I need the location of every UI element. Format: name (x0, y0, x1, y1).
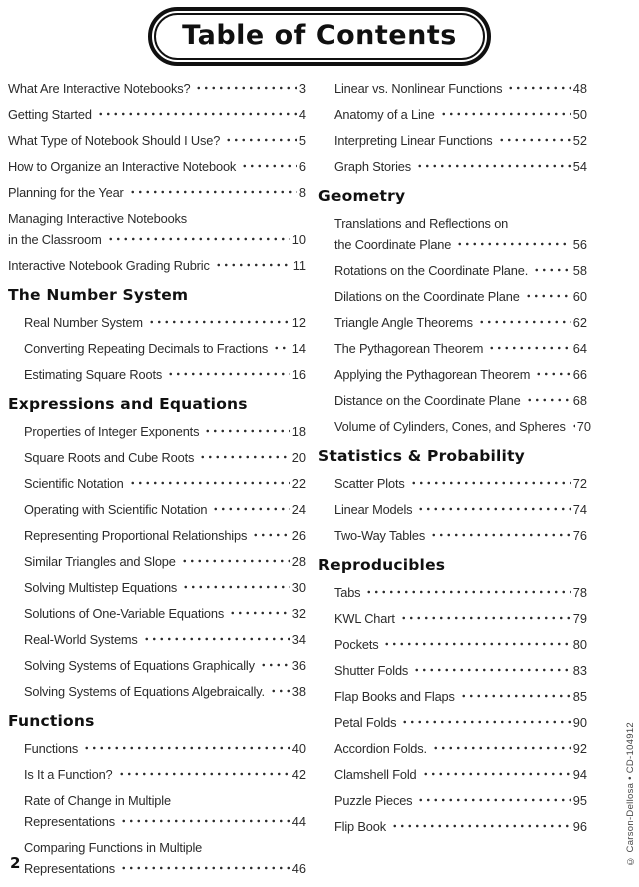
toc-entry (8, 159, 306, 174)
toc-entry-label: Accordion Folds. (334, 741, 427, 756)
toc-entry (24, 367, 306, 382)
toc-entry-page: 34 (291, 632, 306, 647)
toc-entry (334, 393, 587, 408)
toc-entry-row (334, 637, 587, 652)
toc-entry (334, 367, 587, 382)
toc-entry-page: 42 (291, 767, 306, 782)
toc-entry-row (334, 289, 587, 304)
toc-entry-label: Functions (24, 741, 79, 756)
toc-entry-page: 64 (572, 341, 587, 356)
dot-leader (535, 371, 570, 379)
toc-entry (334, 502, 587, 517)
toc-entry-row (24, 528, 306, 543)
toc-entry-row (334, 611, 587, 626)
dot-leader (241, 163, 297, 171)
toc-entry-label: Solving Systems of Equations Algebraically. (24, 684, 265, 699)
toc-entry-row (334, 663, 587, 678)
toc-entry (24, 502, 306, 517)
toc-entry-label: Rotations on the Coordinate Plane. (334, 263, 529, 278)
toc-entry (24, 793, 306, 829)
toc-entry-label: the Coordinate Plane (334, 237, 452, 252)
toc-entry-row (334, 689, 587, 704)
dot-leader (413, 667, 571, 675)
toc-entry (334, 793, 587, 808)
toc-entry (24, 840, 306, 876)
toc-entry-label: Converting Repeating Decimals to Fractions (24, 341, 269, 356)
toc-entry (334, 715, 587, 730)
dot-leader (97, 111, 297, 119)
toc-entry-row (24, 502, 306, 517)
toc-entry-page: 80 (572, 637, 587, 652)
toc-entry-row (8, 185, 306, 200)
toc-entry-label: Planning for the Year (8, 185, 124, 200)
toc-entry-label: Interactive Notebook Grading Rubric (8, 258, 210, 273)
toc-entry (24, 632, 306, 647)
toc-entry (8, 211, 306, 247)
toc-entry-row (24, 341, 306, 356)
dot-leader (525, 293, 571, 301)
toc-left-column (8, 81, 306, 887)
toc-entry-page: 32 (291, 606, 306, 621)
dot-leader (129, 189, 297, 197)
toc-entry-page: 10 (291, 232, 306, 247)
toc-entry-page: 14 (291, 341, 306, 356)
toc-entry-label: Solving Systems of Equations Graphically (24, 658, 255, 673)
title-outer-border (148, 7, 491, 66)
toc-entry-label: Tabs (334, 585, 361, 600)
toc-section-heading: Expressions and Equations (8, 395, 248, 413)
toc-entry-row (334, 237, 587, 252)
toc-entry-label: Volume of Cylinders, Cones, and Spheres (334, 419, 566, 434)
toc-entry-page: 83 (572, 663, 587, 678)
toc-entry-row (334, 133, 587, 148)
toc-entry-page: 12 (291, 315, 306, 330)
toc-entry-page: 36 (291, 658, 306, 673)
toc-entry-label: in the Classroom (8, 232, 102, 247)
toc-entry (8, 133, 306, 148)
toc-entry-row (24, 814, 306, 829)
toc-entry (334, 611, 587, 626)
toc-entry-first-line: Rate of Change in Multiple (24, 793, 171, 808)
toc-entry (24, 341, 306, 356)
toc-entry-row (8, 159, 306, 174)
toc-entry-page: 8 (298, 185, 306, 200)
toc-entry-row (334, 476, 587, 491)
toc-entry-label: Solving Multistep Equations (24, 580, 178, 595)
toc-entry-page: 72 (572, 476, 587, 491)
toc-entry (334, 341, 587, 356)
toc-entry-page: 50 (572, 107, 587, 122)
toc-entry (24, 684, 306, 699)
toc-entry (334, 741, 587, 756)
toc-entry (334, 81, 587, 96)
toc-section-heading: Reproducibles (318, 556, 446, 574)
toc-entry-row (334, 419, 591, 434)
dot-leader (571, 423, 575, 431)
dot-leader (507, 85, 570, 93)
toc-entry-row (24, 367, 306, 382)
dot-leader (430, 532, 571, 540)
toc-entry-label: How to Organize an Interactive Notebook (8, 159, 237, 174)
toc-entry (334, 767, 587, 782)
toc-entry-row (334, 81, 587, 96)
dot-leader (270, 688, 290, 696)
dot-leader (199, 454, 290, 462)
toc-entry-label: Is It a Function? (24, 767, 113, 782)
toc-entry-label: Graph Stories (334, 159, 411, 174)
toc-entry (334, 476, 587, 491)
toc-entry-page: 24 (291, 502, 306, 517)
toc-entry-page: 52 (572, 133, 587, 148)
toc-entry-row (334, 502, 587, 517)
toc-entry-page: 4 (298, 107, 306, 122)
toc-entry-page: 79 (572, 611, 587, 626)
toc-entry-page: 26 (291, 528, 306, 543)
toc-entry-row (8, 133, 306, 148)
toc-entry-row (334, 741, 587, 756)
toc-entry-page: 46 (291, 861, 306, 876)
toc-entry-row (24, 450, 306, 465)
toc-entry-page: 76 (572, 528, 587, 543)
toc-entry-page: 92 (572, 741, 587, 756)
toc-entry-page: 20 (291, 450, 306, 465)
dot-leader (401, 719, 570, 727)
dot-leader (215, 262, 291, 270)
toc-entry-row (24, 580, 306, 595)
toc-entry (24, 741, 306, 756)
dot-leader (181, 558, 290, 566)
toc-entry-label: What Are Interactive Notebooks? (8, 81, 191, 96)
toc-entry-row (24, 658, 306, 673)
toc-entry-label: Real-World Systems (24, 632, 138, 647)
dot-leader (533, 267, 571, 275)
toc-entry-row (24, 741, 306, 756)
toc-entry-label: Distance on the Coordinate Plane (334, 393, 521, 408)
toc-entry-page: 28 (291, 554, 306, 569)
toc-entry-label: Clamshell Fold (334, 767, 417, 782)
toc-entry-page: 62 (572, 315, 587, 330)
toc-entry-label: Petal Folds (334, 715, 397, 730)
dot-leader (417, 506, 570, 514)
toc-entry (334, 289, 587, 304)
toc-entry-page: 66 (572, 367, 587, 382)
toc-entry-row (334, 263, 587, 278)
toc-entry-page: 38 (291, 684, 306, 699)
toc-entry-label: What Type of Notebook Should I Use? (8, 133, 221, 148)
toc-entry-label: Dilations on the Coordinate Plane (334, 289, 520, 304)
toc-entry-label: Getting Started (8, 107, 92, 122)
dot-leader (478, 319, 571, 327)
toc-entry-label: Triangle Angle Theorems (334, 315, 473, 330)
dot-leader (167, 371, 290, 379)
toc-entry-row (334, 793, 587, 808)
toc-entry-row (24, 861, 306, 876)
dot-leader (422, 771, 571, 779)
toc-entry-label: Representations (24, 814, 115, 829)
dot-leader (120, 865, 290, 873)
dot-leader (83, 745, 290, 753)
toc-entry-page: 48 (572, 81, 587, 96)
dot-leader (120, 818, 290, 826)
toc-entry (24, 424, 306, 439)
toc-entry-row (24, 424, 306, 439)
toc-entry (24, 476, 306, 491)
toc-entry-row (8, 232, 306, 247)
toc-entry-page: 6 (298, 159, 306, 174)
toc-entry-page: 68 (572, 393, 587, 408)
toc-entry-first-line: Translations and Reflections on (334, 216, 509, 231)
toc-entry-page: 16 (291, 367, 306, 382)
toc-entry (24, 606, 306, 621)
dot-leader (498, 137, 571, 145)
title-inner-border (154, 13, 485, 60)
dot-leader (229, 610, 290, 618)
toc-entry (24, 554, 306, 569)
toc-entry-page: 40 (291, 741, 306, 756)
copyright-vertical-text: © Carson-Dellosa • CD-104912 (625, 722, 636, 867)
toc-entry-label: Solutions of One-Variable Equations (24, 606, 225, 621)
toc-entry (334, 585, 587, 600)
toc-entry-row (334, 159, 587, 174)
toc-entry-label: Two-Way Tables (334, 528, 426, 543)
toc-section-heading: Functions (8, 712, 95, 730)
dot-leader (456, 241, 571, 249)
dot-leader (273, 345, 290, 353)
toc-entry (24, 767, 306, 782)
toc-entry-page: 95 (572, 793, 587, 808)
toc-entry (334, 419, 591, 434)
toc-section-heading: The Number System (8, 286, 189, 304)
toc-entry-page: 5 (298, 133, 306, 148)
toc-entry-row (334, 393, 587, 408)
toc-entry-row (24, 554, 306, 569)
toc-entry (24, 315, 306, 330)
toc-entry-page: 11 (292, 258, 306, 273)
toc-entry-row (24, 315, 306, 330)
dot-leader (107, 236, 290, 244)
toc-entry-first-line: Managing Interactive Notebooks (8, 211, 188, 226)
dot-leader (195, 85, 296, 93)
footer-page-number: 2 (10, 854, 21, 872)
toc-entry-row (334, 715, 587, 730)
toc-entry (334, 263, 587, 278)
page-title: Table of Contents (182, 20, 457, 51)
title-box (0, 0, 639, 66)
dot-leader (118, 771, 290, 779)
dot-leader (417, 797, 570, 805)
dot-leader (182, 584, 290, 592)
toc-entry (334, 216, 587, 252)
toc-entry-row (334, 341, 587, 356)
toc-section-heading: Statistics & Probability (318, 447, 525, 465)
toc-entry-page: 58 (572, 263, 587, 278)
dot-leader (416, 163, 571, 171)
toc-entry (334, 133, 587, 148)
toc-entry-label: Square Roots and Cube Roots (24, 450, 195, 465)
toc-entry-row (334, 315, 587, 330)
toc-entry-page: 70 (576, 419, 591, 434)
toc-entry-row (334, 819, 587, 834)
toc-entry-page: 56 (572, 237, 587, 252)
toc-entry-label: Estimating Square Roots (24, 367, 163, 382)
toc-entry (24, 450, 306, 465)
toc-entry-label: Puzzle Pieces (334, 793, 413, 808)
toc-entry-row (334, 367, 587, 382)
toc-entry (8, 258, 306, 273)
toc-entry-page: 44 (291, 814, 306, 829)
dot-leader (391, 823, 571, 831)
toc-entry-label: Real Number System (24, 315, 143, 330)
toc-right-column (318, 81, 591, 845)
toc-entry-first-line: Comparing Functions in Multiple (24, 840, 203, 855)
toc-entry-label: Representations (24, 861, 115, 876)
toc-entry-label: Operating with Scientific Notation (24, 502, 208, 517)
toc-entry (8, 81, 306, 96)
toc-entry (334, 689, 587, 704)
toc-entry-label: Pockets (334, 637, 379, 652)
toc-entry-label: The Pythagorean Theorem (334, 341, 484, 356)
dot-leader (129, 480, 290, 488)
toc-entry-row (8, 107, 306, 122)
toc-entry-label: KWL Chart (334, 611, 395, 626)
dot-leader (148, 319, 290, 327)
toc-entry (334, 159, 587, 174)
toc-entry-row (334, 107, 587, 122)
toc-entry (334, 315, 587, 330)
dot-leader (260, 662, 290, 670)
dot-leader (212, 506, 289, 514)
dot-leader (432, 745, 571, 753)
toc-entry-row (334, 528, 587, 543)
dot-leader (252, 532, 290, 540)
toc-entry-row (334, 585, 587, 600)
toc-entry-label: Anatomy of a Line (334, 107, 435, 122)
toc-entry-label: Flap Books and Flaps (334, 689, 455, 704)
dot-leader (204, 428, 289, 436)
toc-entry (334, 637, 587, 652)
toc-entry-label: Flip Book (334, 819, 386, 834)
toc-entry-label: Representing Proportional Relationships (24, 528, 248, 543)
dot-leader (526, 397, 571, 405)
dot-leader (143, 636, 290, 644)
toc-entry-page: 54 (572, 159, 587, 174)
toc-entry-page: 22 (291, 476, 306, 491)
toc-entry-row (24, 632, 306, 647)
toc-entry-row (8, 258, 306, 273)
toc-entry-page: 90 (572, 715, 587, 730)
toc-entry-row (8, 81, 306, 96)
toc-entry-label: Linear vs. Nonlinear Functions (334, 81, 503, 96)
toc-entry (334, 107, 587, 122)
dot-leader (488, 345, 571, 353)
toc-section-heading: Geometry (318, 187, 406, 205)
toc-entry-row (334, 767, 587, 782)
dot-leader (400, 615, 571, 623)
dot-leader (440, 111, 571, 119)
dot-leader (383, 641, 570, 649)
dot-leader (365, 589, 570, 597)
toc-entry-page: 96 (572, 819, 587, 834)
dot-leader (225, 137, 297, 145)
toc-entry (334, 528, 587, 543)
toc-entry-page: 18 (291, 424, 306, 439)
toc-entry-label: Similar Triangles and Slope (24, 554, 176, 569)
dot-leader (410, 480, 571, 488)
toc-entry-row (24, 767, 306, 782)
toc-entry (24, 580, 306, 595)
toc-entry-label: Interpreting Linear Functions (334, 133, 493, 148)
toc-entry-label: Scatter Plots (334, 476, 405, 491)
toc-entry (334, 819, 587, 834)
toc-entry (334, 663, 587, 678)
dot-leader (460, 693, 571, 701)
toc-entry (24, 658, 306, 673)
toc-entry-page: 60 (572, 289, 587, 304)
toc-entry-row (24, 476, 306, 491)
toc-entry-page: 85 (572, 689, 587, 704)
toc-entry-row (24, 606, 306, 621)
toc-entry (24, 528, 306, 543)
toc-entry-label: Linear Models (334, 502, 413, 517)
toc-entry-page: 3 (298, 81, 306, 96)
toc-entry-page: 78 (572, 585, 587, 600)
toc-entry-label: Scientific Notation (24, 476, 124, 491)
toc-entry-label: Shutter Folds (334, 663, 409, 678)
toc-entry (8, 185, 306, 200)
toc-columns (0, 66, 639, 887)
toc-entry (8, 107, 306, 122)
toc-entry-label: Applying the Pythagorean Theorem (334, 367, 531, 382)
toc-entry-label: Properties of Integer Exponents (24, 424, 200, 439)
toc-entry-row (24, 684, 306, 699)
toc-entry-page: 74 (572, 502, 587, 517)
toc-entry-page: 30 (291, 580, 306, 595)
toc-entry-page: 94 (572, 767, 587, 782)
